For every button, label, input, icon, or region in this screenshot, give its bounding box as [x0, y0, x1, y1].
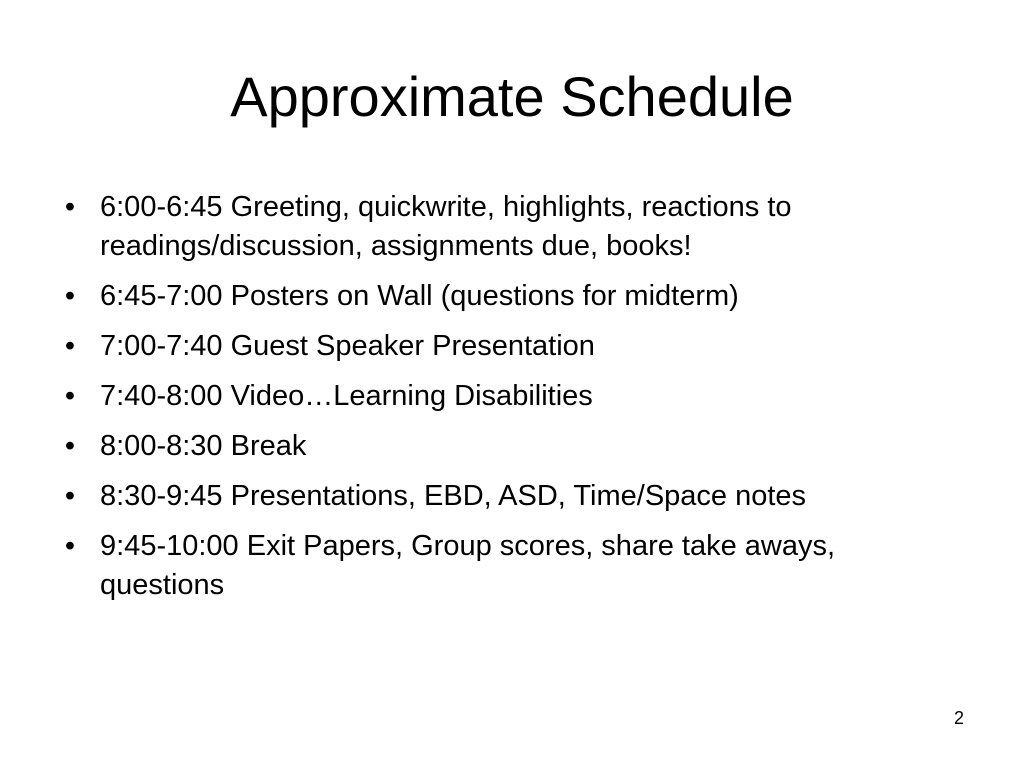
bullet-icon: • [64, 430, 76, 462]
schedule-list [60, 188, 960, 616]
list-item-text: 6:45-7:00 Posters on Wall (questions for midterm) [100, 280, 739, 312]
page-number: 2 [953, 708, 964, 728]
list-item-text: 7:00-7:40 Guest Speaker Presentation [100, 330, 595, 362]
bullet-icon: • [64, 191, 76, 223]
list-item [60, 377, 960, 416]
list-item [60, 327, 960, 366]
bullet-icon: • [64, 330, 76, 362]
list-item-text: 8:00-8:30 Break [100, 430, 307, 462]
bullet-icon: • [64, 530, 76, 562]
list-item-text: 8:30-9:45 Presentations, EBD, ASD, Time/Space notes [100, 480, 807, 512]
list-item-text: 9:45-10:00 Exit Papers, Group scores, share take aways, questions [100, 530, 836, 601]
slide-title: Approximate Schedule [230, 65, 794, 128]
list-item [60, 188, 960, 266]
bullet-icon: • [64, 280, 76, 312]
list-item [60, 427, 960, 466]
list-item [60, 477, 960, 516]
bullet-icon: • [64, 380, 76, 412]
list-item-text: 6:00-6:45 Greeting, quickwrite, highlights, reactions to readings/discussion, assignments due, books! [100, 191, 792, 262]
list-item [60, 277, 960, 316]
list-item-text: 7:40-8:00 Video…Learning Disabilities [100, 380, 593, 412]
list-item [60, 527, 960, 605]
bullet-icon: • [64, 480, 76, 512]
